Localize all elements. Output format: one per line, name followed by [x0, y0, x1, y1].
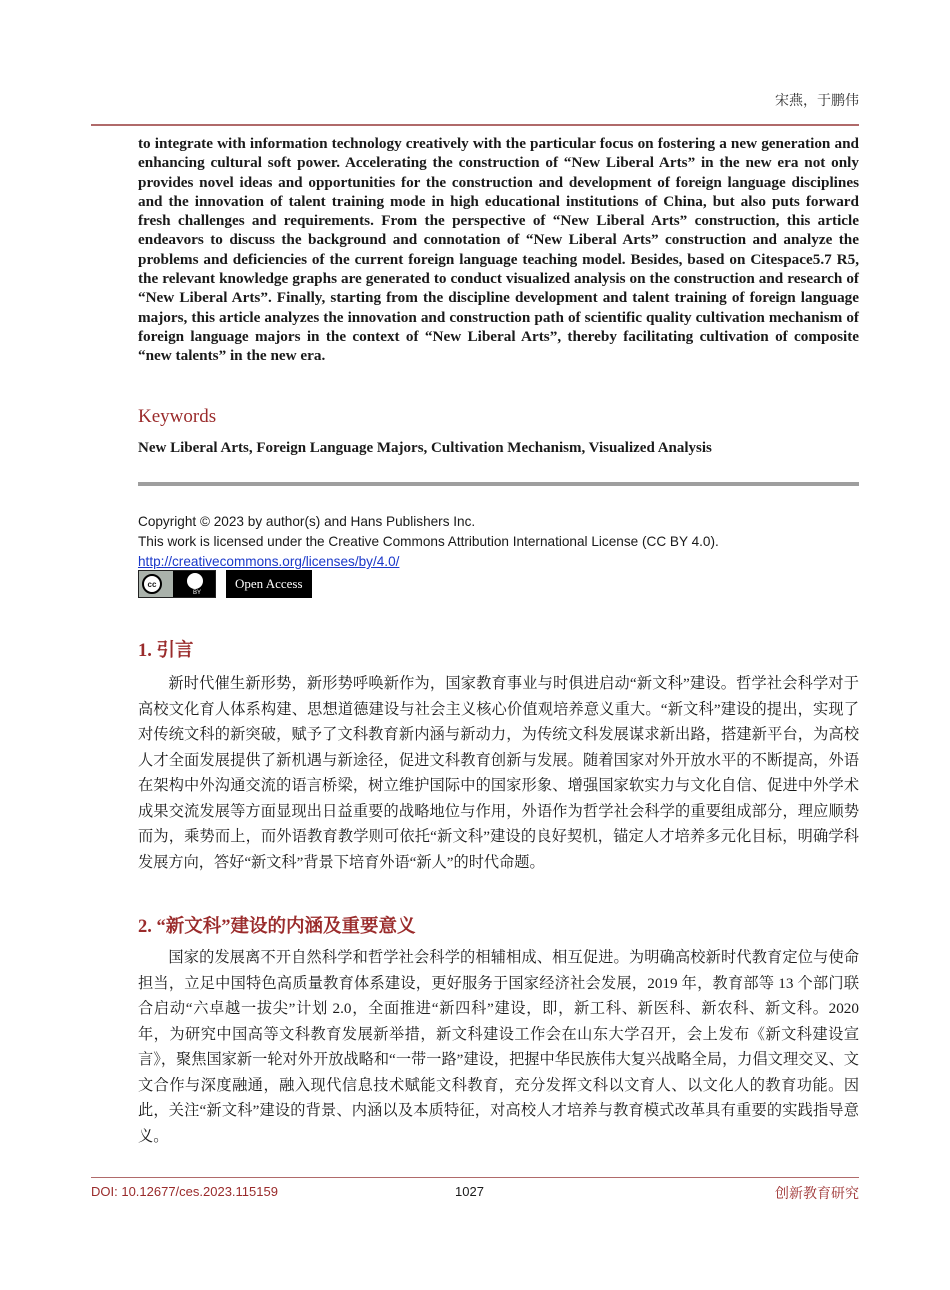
abstract-text: to integrate with information technology creatively with the particular focus on fostering a new generation and enhancing cultural soft power. Accelerating the construction of “New Liberal Arts” in the new era not only provides novel ideas and opportunities for the construction and development of foreign language disciplines and the innovation of talent training mode in high educational institutions of China, but also puts forward fresh challenges and requirements. From the perspective of “New Liberal Arts” construction, this article endeavors to discuss the background and connotation of “New Liberal Arts” construction and analyze the problems and deficiencies of the current foreign language teaching model. Besides, based on Citespace5.7 R5, the relevant knowledge graphs are generated to conduct visualized analysis on the construction and research of “New Liberal Arts”. Finally, starting from the discipline development and talent training of foreign language majors, this article analyzes the innovation and construction path of scientific quality cultivation mechanism of foreign language majors in the context of “New Liberal Arts”, thereby facilitating cultivation of composite “new talents” in the new era.: [138, 135, 859, 365]
cc-icon: cc: [142, 574, 162, 594]
section-2-paragraph: 国家的发展离不开自然科学和哲学社会科学的相辅相成、相互促进。为明确高校新时代教育定位与使命担当，立足中国特色高质量教育体系建设，更好服务于国家经济社会发展，2019 年，教育部等 13 个部门联合启动“六卓越一拔尖”计划 2.0，全面推进“新四科”建设，即，新工科、新医科、新农科、新文科。2020 年，为研究中国高等文科教育发展新举措，新文科建设工作会在山东大学召开，会上发布《新文科建设宣言》，聚焦国家新一轮对外开放战略和“一带一路”建设，把握中华民族伟大复兴战略全局，力倡文理交叉、文文合作与深度融通，融入现代信息技术赋能文科教育，充分发挥文科以文育人、以文化人的教育功能。因此，关注“新文科”建设的背景、内涵以及本质特征，对高校人才培养与教育模式改革具有重要的实践指导意义。: [138, 949, 859, 1145]
open-access-badge[interactable]: Open Access: [226, 570, 312, 598]
header-rule: [91, 124, 859, 126]
keywords-heading: Keywords: [138, 406, 217, 427]
footer-page-number: 1027: [455, 1184, 484, 1199]
section-1-paragraph: 新时代催生新形势，新形势呼唤新作为，国家教育事业与时俱进启动“新文科”建设。哲学社会科学对于高校文化育人体系构建、思想道德建设与社会主义核心价值观培养意义重大。“新文科”建设的提出，实现了对传统文科的新突破，赋予了文科教育新内涵与新动力，为传统文科发展谋求新出路，搭建新平台，为高校人才全面发展提供了新机遇与新途径，促进文科教育创新与发展。随着国家对外开放水平的不断提高，外语在架构中外沟通交流的语言桥梁，树立维护国际中的国家形象、增强国家软实力与文化自信、促进中外学术成果交流发展等方面显现出日益重要的战略地位与作用，外语作为哲学社会科学的重要组成部分，理应顺势而为，乘势而上，而外语教育教学则可依托“新文科”建设的良好契机，锚定人才培养多元化目标，明确学科发展方向，答好“新文科”背景下培育外语“新人”的时代命题。: [138, 675, 859, 871]
license-link[interactable]: http://creativecommons.org/licenses/by/4.0/: [138, 554, 400, 569]
copyright-block: [138, 512, 719, 572]
footer-journal-name: 创新教育研究: [775, 1187, 859, 1202]
by-label: BY: [192, 590, 201, 596]
footer-doi: DOI: 10.12677/ces.2023.115159: [91, 1184, 278, 1199]
section-divider: [138, 482, 859, 486]
section-1-heading: 1. 引言: [138, 641, 194, 661]
attribution-person-icon: [187, 573, 203, 589]
license-line: This work is licensed under the Creative Commons Attribution International License (CC BY 4.0).: [138, 534, 719, 549]
section-2-heading: 2. “新文科”建设的内涵及重要意义: [138, 917, 416, 937]
license-badges: [138, 570, 312, 598]
running-head-authors: 宋燕，于鹏伟: [775, 94, 859, 109]
keywords-text: New Liberal Arts, Foreign Language Majors, Cultivation Mechanism, Visualized Analysis: [138, 440, 712, 456]
footer-rule: [91, 1177, 859, 1178]
copyright-line: Copyright © 2023 by author(s) and Hans Publishers Inc.: [138, 514, 476, 529]
cc-by-badge[interactable]: [138, 570, 216, 598]
